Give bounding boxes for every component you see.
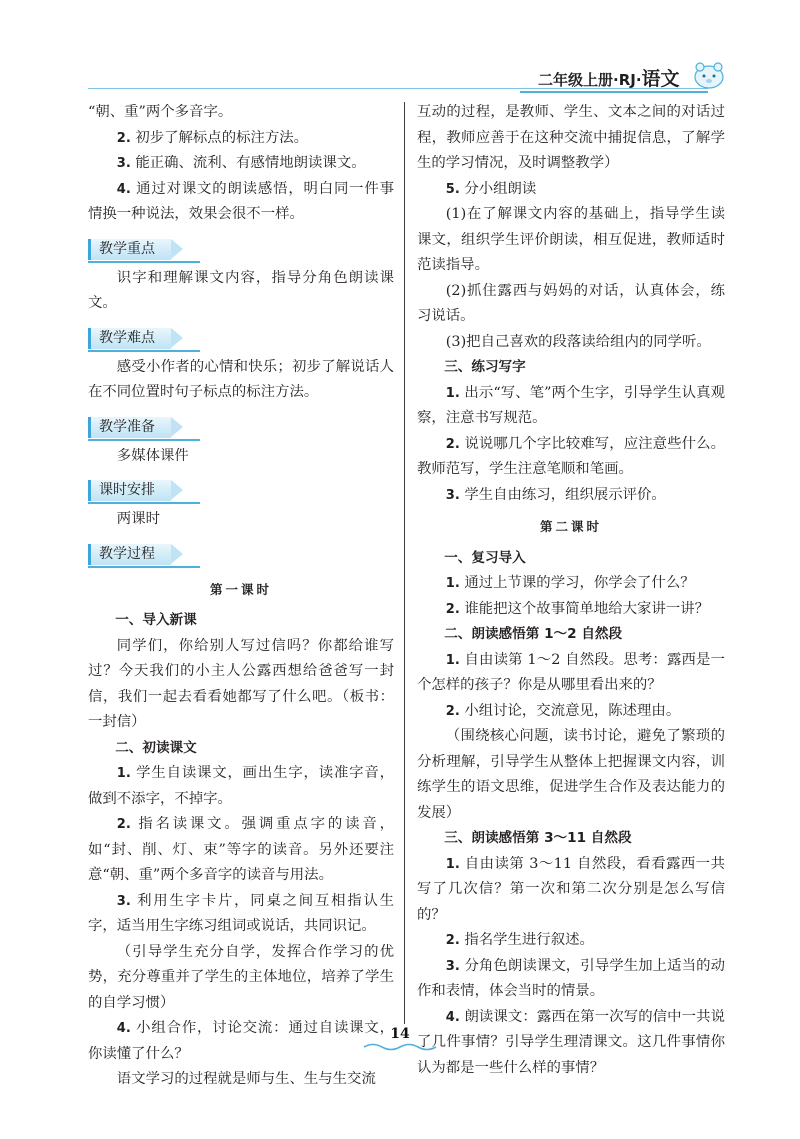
section-key-points	[88, 228, 394, 266]
list-item	[417, 852, 725, 929]
item-text: 分小组朗读	[459, 180, 537, 197]
goal-text: 初步了解标点的标注方法。	[130, 129, 309, 146]
tag-underline	[88, 261, 200, 263]
item-number: 1.	[445, 856, 460, 872]
left-column	[88, 100, 394, 1093]
section-process	[88, 533, 394, 571]
list-item	[417, 648, 725, 699]
lesson-2-title: 第二课时	[539, 519, 602, 534]
item-text: 自由读第 3～11 自然段，看看露西一共写了几次信？第一次和第二次分别是怎么写信的？	[417, 855, 725, 923]
item-text: 通过上节课的学习，你学会了什么？	[459, 575, 695, 591]
right-column	[417, 100, 725, 1081]
sub-item: (2)抓住露西与妈妈的对话，认真体会，练习说话。	[417, 282, 725, 324]
part-heading: 二、初读课文	[115, 739, 197, 756]
section-tag: 课时安排	[88, 480, 171, 501]
list-item	[417, 954, 725, 1005]
item-number: 2.	[116, 817, 131, 832]
item-number: 3.	[116, 893, 131, 909]
goal-item	[88, 126, 394, 152]
item-text: 朗读课文：露西在第一次写的信中一共说了几件事情？引导学生理清课文。这几件事情你认为都是一些什么样的事情？	[417, 1008, 725, 1076]
item-text: 学生自由练习，组织展示评价。	[459, 486, 666, 503]
item-text: 出示“写、笔”两个生字，引导学生认真观察，注意书写规范。	[417, 384, 725, 426]
item-text: 小组讨论，交流意见，陈述理由。	[459, 702, 681, 719]
wave-ornament-icon	[362, 1042, 438, 1052]
part-heading: 三、朗读感悟第 3～11 自然段	[444, 830, 632, 846]
section-text: 两课时	[116, 511, 160, 527]
goal-text: 通过对课文的朗读感悟，明白同一件事情换一种说法，效果会很不一样。	[88, 180, 394, 222]
section-preparation	[88, 406, 394, 444]
sub-item: (3)把自己喜欢的段落读给组内的同学听。	[445, 333, 711, 350]
item-number: 2.	[445, 436, 460, 452]
item-number: 4.	[445, 1009, 460, 1025]
item-number: 1.	[445, 385, 460, 401]
goal-number: 4.	[116, 181, 131, 197]
item-number: 5.	[445, 181, 460, 197]
item-number: 4.	[116, 1021, 131, 1036]
header-title-subject: 语文	[641, 68, 680, 90]
section-text: 感受小作者的心情和快乐；初步了解说话人在不同位置时句子标点的标注方法。	[88, 358, 394, 400]
section-text: 多媒体课件	[116, 447, 189, 464]
tag-underline	[88, 439, 200, 441]
item-number: 2.	[445, 933, 460, 948]
list-item	[417, 483, 725, 509]
item-text: 学生自读课文，画出生字，读准字音，做到不添字，不掉字。	[88, 765, 394, 807]
header-title	[538, 64, 680, 91]
goal-number: 3.	[116, 156, 131, 171]
list-item	[417, 699, 725, 725]
paragraph-continuation: 互动的过程，是教师、学生、文本之间的对话过程，教师应善于在这种交流中捕捉信息，了解学生的学习情况，及时调整教学）	[417, 104, 725, 171]
tag-underline	[88, 350, 200, 352]
section-tag: 教学过程	[88, 544, 171, 565]
item-text: 自由读第 1～2 自然段。思考：露西是一个怎样的孩子？你是从哪里看出来的？	[417, 651, 725, 693]
list-item	[88, 761, 394, 812]
goal-item	[88, 177, 394, 228]
header-title-prefix: 二年级上册·RJ·	[538, 71, 642, 89]
note-paragraph: （引导学生充分自学，发挥合作学习的优势，充分尊重并了学生的主体地位，培养了学生的自学习惯）	[88, 943, 394, 1011]
item-text: 指名学生进行叙述。	[459, 932, 594, 948]
part-heading: 一、导入新课	[115, 612, 197, 628]
item-text: 说说哪几个字比较难写，应注意些什么。教师范写，学生注意笔顺和笔画。	[417, 435, 725, 477]
list-item	[417, 928, 725, 954]
header-rule-accent	[520, 91, 708, 93]
item-text: 小组合作，讨论交流：通过自读课文，你读懂了什么？	[88, 1020, 394, 1062]
list-item	[417, 571, 725, 597]
item-number: 3.	[445, 487, 460, 503]
section-tag: 教学重点	[88, 239, 171, 260]
section-difficulties	[88, 317, 394, 355]
goal-text: 能正确、流利、有感情地朗读课文。	[130, 155, 366, 171]
list-item	[88, 889, 394, 940]
section-schedule	[88, 469, 394, 507]
item-number: 1.	[445, 652, 460, 668]
list-item	[417, 177, 725, 203]
goal-number: 2.	[116, 130, 131, 146]
paragraph: 同学们，你给别人写过信吗？你都给谁写过？今天我们的小主人公露西想给爸爸写一封信，我们一起去看看她都写了什么吧。（板书：一封信）	[88, 637, 394, 730]
list-item	[417, 432, 725, 483]
item-number: 3.	[445, 958, 460, 974]
part-heading: 三、练习写字	[444, 359, 526, 375]
page-header	[0, 62, 800, 102]
item-number: 1.	[116, 766, 131, 781]
list-item	[417, 597, 725, 623]
item-number: 2.	[445, 703, 460, 719]
column-divider	[404, 102, 405, 1024]
item-text: 利用生字卡片，同桌之间互相指认生字，适当用生字练习组词或说话，共同识记。	[88, 892, 394, 934]
sub-item: (1)在了解课文内容的基础上，指导学生读课文，组织学生评价朗读，相互促进，教师适时范读指导。	[417, 206, 725, 273]
paragraph: 语文学习的过程就是师与生、生与生交流	[116, 1071, 376, 1087]
goal-1-continuation: “朝、重”两个多音字。	[88, 104, 233, 120]
item-number: 1.	[445, 576, 460, 591]
section-tag: 教学难点	[88, 328, 171, 349]
goal-item	[88, 151, 394, 177]
list-item	[417, 381, 725, 432]
item-text: 分角色朗读课文，引导学生加上适当的动作和表情，体会当时的情景。	[417, 957, 725, 999]
page-number: 14	[390, 1026, 410, 1042]
mascot-icon	[692, 60, 726, 90]
lesson-1-title: 第一课时	[209, 581, 272, 597]
part-heading: 一、复习导入	[444, 549, 526, 566]
part-heading: 二、朗读感悟第 1～2 自然段	[444, 626, 623, 642]
tag-underline	[88, 566, 200, 568]
section-tag: 教学准备	[88, 417, 171, 438]
list-item	[417, 1005, 725, 1082]
tag-underline	[88, 502, 200, 504]
list-item	[88, 812, 394, 889]
item-text: 谁能把这个故事简单地给大家讲一讲？	[459, 600, 709, 617]
item-text: 指名读课文。强调重点字的读音，如“封、削、灯、束”等字的读音。另外还要注意“朝、重”两个多音字的读音与用法。	[88, 816, 394, 883]
note-paragraph: （围绕核心问题，读书讨论，避免了繁琐的分析理解，引导学生从整体上把握课文内容，训练学生的语文思维，促进学生合作及表达能力的发展）	[417, 728, 725, 821]
item-number: 2.	[445, 601, 460, 617]
section-text: 识字和理解课文内容，指导分角色朗读课文。	[88, 269, 394, 311]
